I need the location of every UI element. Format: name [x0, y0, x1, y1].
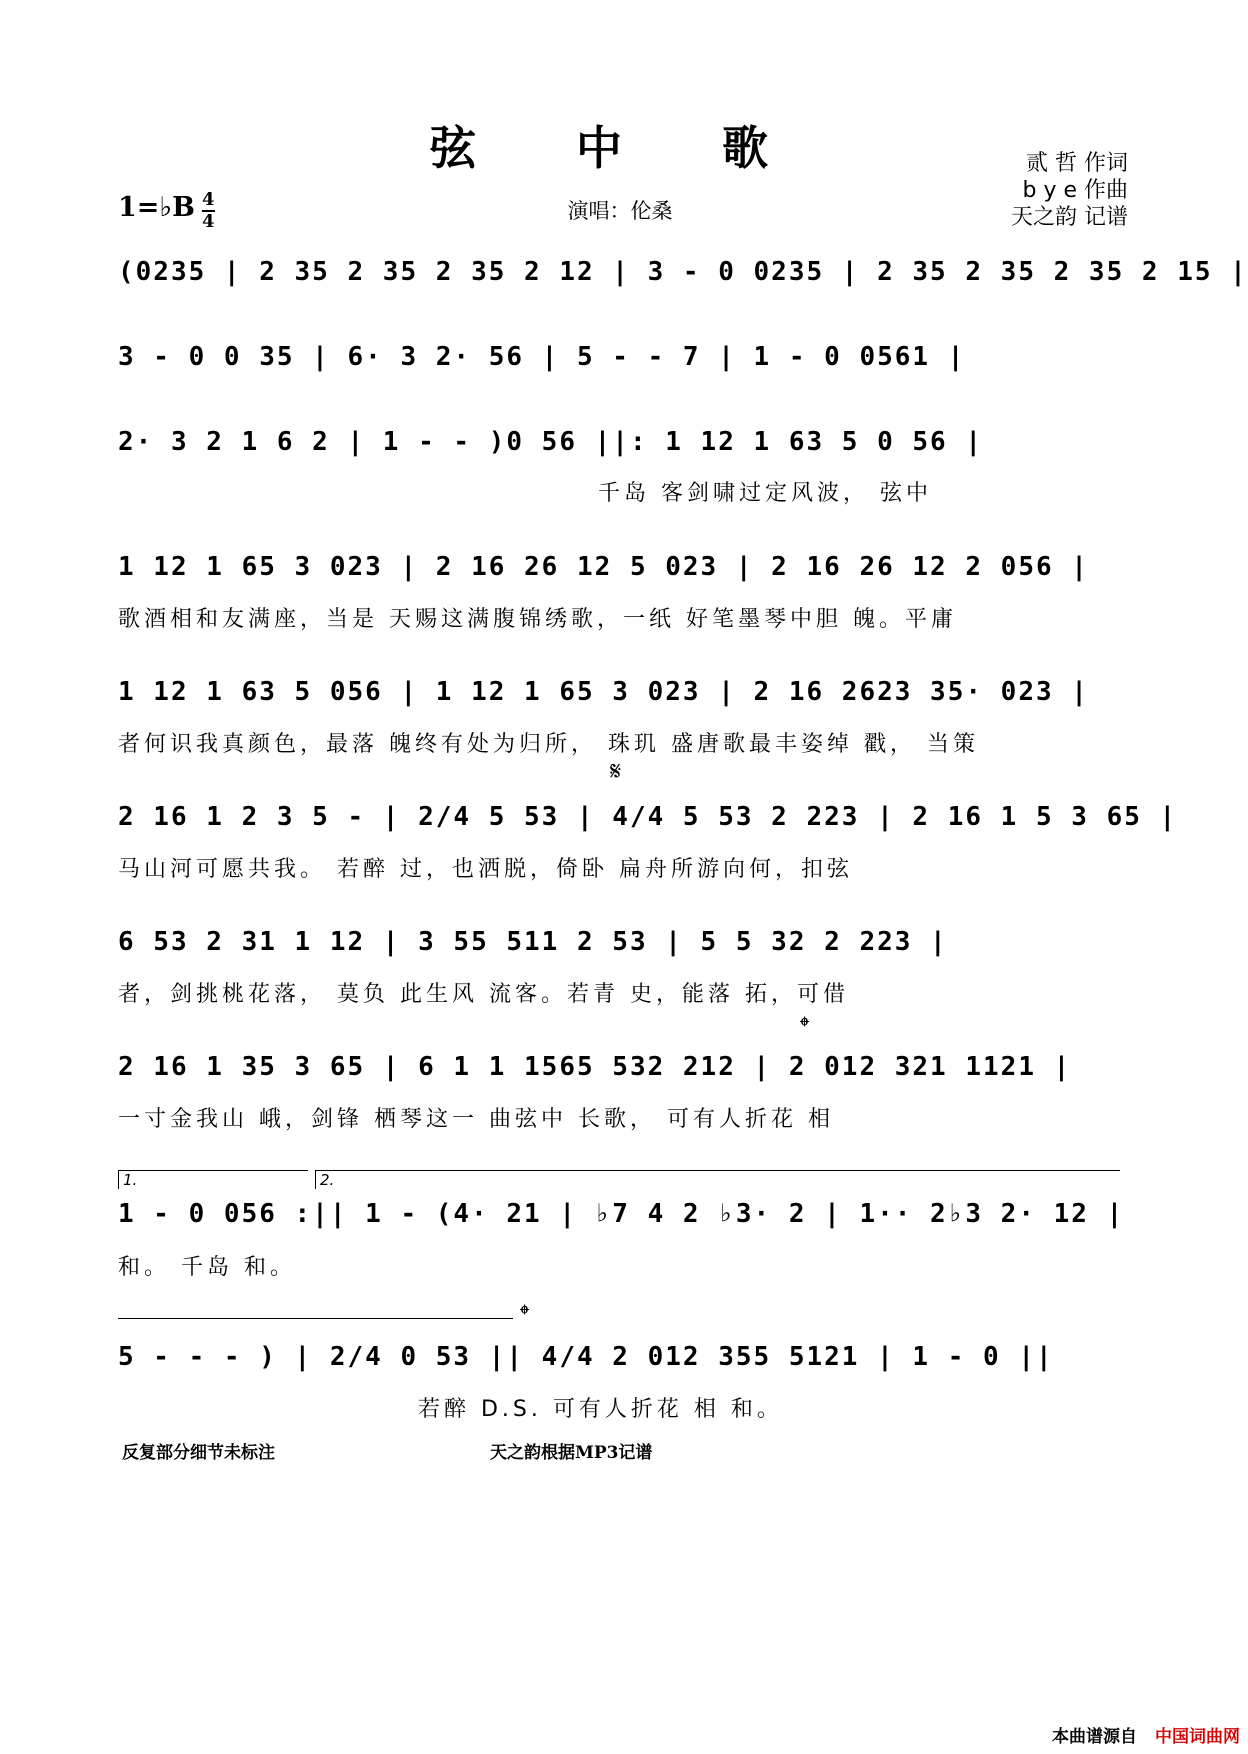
key-signature: 1=♭B — [118, 192, 195, 223]
first-ending-bracket: 1. — [118, 1170, 308, 1189]
footnote-transcription: 天之韵根据MP3记谱 — [490, 1443, 653, 1463]
notation-line: 2 16 1 35 3 65 | 6 1 1 1565 532 212 | 2 012 321 1121 | — [118, 1052, 1072, 1082]
continuation-line — [118, 1318, 513, 1319]
lyric-line: 者，剑挑桃花落， 莫负 此生风 流客。若青 史，能落 拓，可借 — [118, 982, 849, 1007]
source-watermark — [1052, 1722, 1240, 1747]
score-row-8 — [118, 1045, 1125, 1089]
notation-line: 5 - - - ) | 2/4 0 53 || 4/4 2 012 355 5121 | 1 - 0 || — [118, 1342, 1054, 1372]
notation-line: 1 - 0 056 :|| 1 - (4· 21 | ♭7 4 2 ♭3· 2 | 1·· 2♭3 2· 12 | — [118, 1199, 1125, 1229]
score-title: 弦 中 歌 — [429, 121, 811, 175]
source-site-link[interactable]: 中国词曲网 — [1155, 1727, 1240, 1747]
time-signature-bottom: 4 — [202, 211, 215, 232]
composer-credit: b y e 作曲 — [1022, 178, 1128, 203]
singer-credit: 演唱：伦桑 — [567, 199, 673, 223]
score-row-9 — [118, 1192, 1125, 1236]
score-row-10 — [118, 1335, 1125, 1379]
lyric-line: 一寸金我山 峨，剑锋 栖琴这一 曲弦中 长歌， 可有人折花 相 — [118, 1107, 834, 1132]
score-row-4 — [118, 545, 1125, 589]
score-row-1 — [118, 250, 1248, 294]
score-row-5 — [118, 670, 1125, 714]
notation-line: 1 12 1 63 5 056 | 1 12 1 65 3 023 | 2 16 2623 35· 023 | — [118, 677, 1089, 707]
second-ending-bracket: 2. — [315, 1170, 1120, 1189]
notation-line: 1 12 1 65 3 023 | 2 16 26 12 5 023 | 2 16 26 12 2 056 | — [118, 552, 1089, 582]
lyric-line: 若醉 D.S. 可有人折花 相 和。 — [418, 1397, 783, 1422]
score-row-3 — [118, 420, 1125, 464]
source-text: 本曲谱源自 — [1052, 1727, 1137, 1747]
footnote-left: 反复部分细节未标注 — [122, 1443, 275, 1463]
lyric-line: 歌酒相和友满座，当是 天赐这满腹锦绣歌，一纸 好笔墨琴中胆 魄。平庸 — [118, 607, 957, 632]
notation-line: (0235 | 2 35 2 35 2 35 2 12 | 3 - 0 0235 | 2 35 2 35 2 35 2 15 | — [118, 257, 1248, 287]
score-row-7 — [118, 920, 1125, 964]
coda-sign: 𝄌 — [800, 1012, 809, 1042]
lyric-line: 马山河可愿共我。 若醉 过，也洒脱，倚卧 扁舟所游向何，扣弦 — [118, 857, 853, 882]
notation-line: 2· 3 2 1 6 2 | 1 - - )0 56 ||: 1 12 1 63 5 0 56 | — [118, 427, 984, 457]
lyricist-credit: 贰 哲 作词 — [1026, 151, 1128, 176]
notation-line: 3 - 0 0 35 | 6· 3 2· 56 | 5 - - 7 | 1 - 0 0561 | — [118, 342, 966, 372]
coda-sign: 𝄌 — [520, 1300, 529, 1330]
segno-sign: 𝄋 — [610, 757, 622, 787]
time-signature-top: 4 — [202, 189, 215, 210]
transcriber-credit: 天之韵 记谱 — [1011, 205, 1128, 230]
lyric-line: 和。 千岛 和。 — [118, 1255, 296, 1280]
notation-line: 6 53 2 31 1 12 | 3 55 511 2 53 | 5 5 32 2 223 | — [118, 927, 948, 957]
lyric-line: 者何识我真颜色，最落 魄终有处为归所， 珠玑 盛唐歌最丰姿绰 戳， 当策 — [118, 732, 979, 757]
lyric-line: 千岛 客剑啸过定风波， 弦中 — [598, 481, 932, 506]
score-row-2 — [118, 335, 1125, 379]
score-row-6 — [118, 795, 1178, 839]
notation-line: 2 16 1 2 3 5 - | 2/4 5 53 | 4/4 5 53 2 223 | 2 16 1 5 3 65 | — [118, 802, 1178, 832]
